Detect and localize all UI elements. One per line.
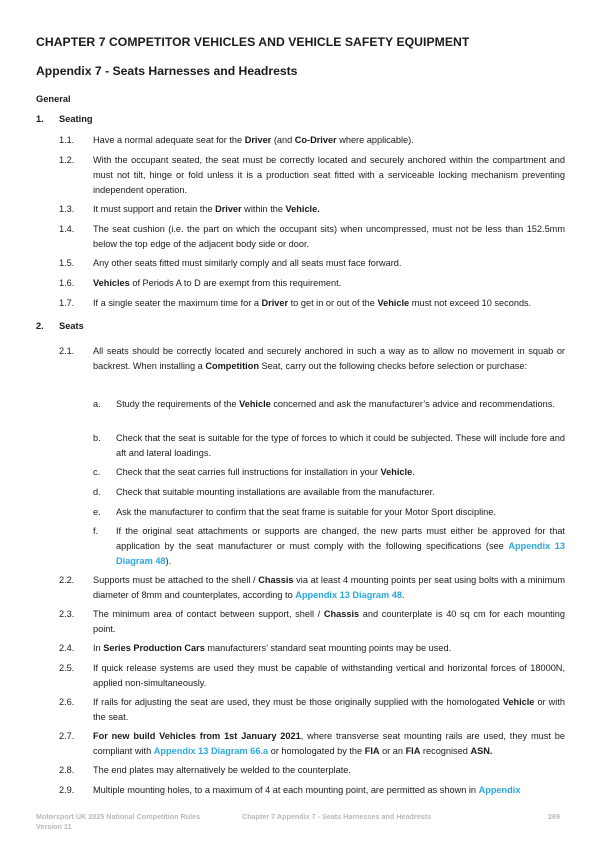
list-letter: d. xyxy=(93,487,101,497)
rule-text: or an xyxy=(379,745,406,756)
rule-number: 1.1. xyxy=(59,135,75,145)
rule-text: Any other seats fitted must similarly comply and all seats must face forward. xyxy=(93,258,402,268)
rule-text: manufacturers’ standard seat mounting points may be used. xyxy=(204,643,452,653)
rule-number: 2.1. xyxy=(59,346,75,356)
rule-1-5 xyxy=(59,256,565,271)
defined-term: For new build Vehicles from 1st January 2021 xyxy=(93,731,301,741)
check-c xyxy=(93,465,565,480)
rule-text: All seats should be correctly located and securely anchored in such a way as to allow no movement in squab or backrest. When installing a xyxy=(93,346,565,371)
defined-term: Co-Driver xyxy=(294,135,337,145)
defined-term: Competition xyxy=(205,360,259,371)
rule-1-7 xyxy=(59,296,565,311)
rule-text: Check that the seat is suitable for the type of forces to which it could be subjected. These will include fore and aft and lateral loadings. xyxy=(116,433,565,458)
check-b xyxy=(93,431,565,461)
rule-2-6 xyxy=(59,695,565,725)
rule-text: In xyxy=(93,643,104,653)
defined-term: FIA xyxy=(405,745,421,756)
page-number: 269 xyxy=(548,812,560,821)
rule-text: via at least 4 mounting points per seat using bolts with a minimum diameter of 8mm and counterplates, according to xyxy=(93,575,565,600)
rule-text: (and xyxy=(271,135,295,145)
rule-text: The end plates may alternatively be welded to the counterplate. xyxy=(93,765,351,775)
rule-text: . xyxy=(401,589,405,600)
rule-text: or with the seat. xyxy=(93,697,565,722)
rule-1-2 xyxy=(59,153,565,197)
rule-number: 2.2. xyxy=(59,575,75,585)
defined-term: Vehicle. xyxy=(285,204,320,214)
check-f xyxy=(93,524,565,568)
rule-text: ). xyxy=(165,555,172,566)
defined-term: FIA xyxy=(364,745,380,756)
appendix-link[interactable]: Appendix xyxy=(478,785,521,795)
rule-number: 2.8. xyxy=(59,765,75,775)
rule-text: recognised xyxy=(420,745,471,756)
rule-text: Multiple mounting holes, to a maximum of 4 at each mounting point, are permitted as shown in xyxy=(93,785,479,795)
rule-number: 2.3. xyxy=(59,609,75,619)
defined-term: Vehicle xyxy=(502,697,535,707)
rule-1-1 xyxy=(59,133,565,148)
defined-term: Series Production Cars xyxy=(103,643,205,653)
appendix-title: Appendix 7 - Seats Harnesses and Headrests xyxy=(36,64,298,78)
rule-text: and counterplate is 40 sq cm for each mounting point. xyxy=(93,609,565,634)
defined-term: Chassis xyxy=(258,575,294,585)
appendix-link[interactable]: Appendix 13 Diagram 48 xyxy=(116,540,565,566)
rule-text: or homologated by the xyxy=(268,745,365,756)
rule-1-6 xyxy=(59,276,565,291)
list-letter: f. xyxy=(93,526,99,536)
rule-2-2 xyxy=(59,573,565,603)
rule-number: 2.5. xyxy=(59,663,75,673)
defined-term: Vehicle xyxy=(239,399,271,409)
rule-text: If quick release systems are used they must be capable of withstanding vertical and horizontal forces of 18000N, applied non-simultaneously. xyxy=(93,663,565,688)
rule-number: 1.7. xyxy=(59,298,75,308)
appendix-link[interactable]: Appendix 13 Diagram 66.a xyxy=(153,745,269,756)
rule-2-3 xyxy=(59,607,565,637)
rule-text: The seat cushion (i.e. the part on which the occupant sits) when uncompressed, must not be less than 152.5mm below the top edge of the adjacent body side or door. xyxy=(93,224,565,249)
rule-text: If a single seater the maximum time for a xyxy=(93,298,262,308)
check-a xyxy=(93,397,565,412)
section-title-seats: Seats xyxy=(59,321,84,331)
appendix-link[interactable]: Appendix 13 Diagram 48 xyxy=(295,589,402,600)
rule-text: to get in or out of the xyxy=(288,298,378,308)
rule-text: Study the requirements of the xyxy=(116,399,240,409)
list-letter: a. xyxy=(93,399,101,409)
rule-text: Have a normal adequate seat for the xyxy=(93,135,245,145)
footer-left xyxy=(36,812,200,832)
rule-text: If the original seat attachments or supports are changed, the new parts must either be approved for that application by the seat manufacturer or must comply with the following specifications (see xyxy=(116,526,565,551)
list-letter: b. xyxy=(93,433,101,443)
footer-chapter: Chapter 7 Appendix 7 - Seats Harnesses and Headrests xyxy=(242,812,432,821)
section-number: 2. xyxy=(36,321,44,331)
list-letter: c. xyxy=(93,467,101,477)
rule-2-8 xyxy=(59,763,565,778)
rule-text: of Periods A to D are exempt from this requirement. xyxy=(129,278,342,288)
rule-number: 2.9. xyxy=(59,785,75,795)
defined-term: Vehicles xyxy=(93,278,130,288)
rule-text: With the occupant seated, the seat must be correctly located and securely anchored within the compartment and must not tilt, hinge or fold unless it is a production seat fitted with a serviceable locking mechanism preventing independent operation. xyxy=(93,155,565,195)
rule-number: 2.7. xyxy=(59,731,75,741)
defined-term: Vehicle xyxy=(380,467,413,477)
rule-text: Check that the seat carries full instructions for installation in your xyxy=(116,467,381,477)
footer-version: Version 11 xyxy=(36,822,72,831)
check-e xyxy=(93,505,565,520)
rule-2-7 xyxy=(59,729,565,759)
rule-text: Check that suitable mounting installations are available from the manufacturer. xyxy=(116,487,435,497)
rule-text: Ask the manufacturer to confirm that the seat frame is suitable for your Motor Sport discipline. xyxy=(116,507,496,517)
rule-2-4 xyxy=(59,641,565,656)
rule-number: 1.4. xyxy=(59,224,75,234)
chapter-title: CHAPTER 7 COMPETITOR VEHICLES AND VEHICLE SAFETY EQUIPMENT xyxy=(36,35,470,49)
defined-term: ASN. xyxy=(470,745,493,756)
rule-text: Supports must be attached to the shell / xyxy=(93,575,259,585)
section-title-seating: Seating xyxy=(59,114,93,124)
rule-number: 1.2. xyxy=(59,155,75,165)
defined-term: Vehicle xyxy=(377,298,410,308)
rule-text: It must support and retain the xyxy=(93,204,216,214)
rule-text: , where transverse seat mounting rails are used, they must be compliant with xyxy=(93,731,565,756)
rule-1-3 xyxy=(59,202,565,217)
check-d xyxy=(93,485,565,500)
rule-text: . xyxy=(412,467,415,477)
rule-number: 2.6. xyxy=(59,697,75,707)
rule-text: within the xyxy=(241,204,286,214)
defined-term: Driver xyxy=(215,204,242,214)
rule-2-1 xyxy=(59,344,565,374)
section-number: 1. xyxy=(36,114,44,124)
rule-text: where applicable). xyxy=(336,135,414,145)
rule-text: The minimum area of contact between support, shell / xyxy=(93,609,324,619)
list-letter: e. xyxy=(93,507,101,517)
rule-text: concerned and ask the manufacturer’s advice and recommendations. xyxy=(270,399,555,409)
rule-number: 1.5. xyxy=(59,258,75,268)
rule-number: 1.3. xyxy=(59,204,75,214)
defined-term: Chassis xyxy=(323,609,360,619)
rule-2-5 xyxy=(59,661,565,691)
rule-2-9 xyxy=(59,783,565,798)
rule-1-4 xyxy=(59,222,565,252)
rule-number: 2.4. xyxy=(59,643,75,653)
general-heading: General xyxy=(36,94,71,104)
rule-text: Seat, carry out the following checks before selection or purchase: xyxy=(258,360,528,371)
footer-publication: Motorsport UK 2025 National Competition Rules xyxy=(36,812,201,821)
rule-text: must not exceed 10 seconds. xyxy=(409,298,532,308)
rule-number: 1.6. xyxy=(59,278,75,288)
rule-text: If rails for adjusting the seat are used, they must be those originally supplied with the homologated xyxy=(93,697,503,707)
defined-term: Driver xyxy=(261,298,289,308)
defined-term: Driver xyxy=(244,135,272,145)
